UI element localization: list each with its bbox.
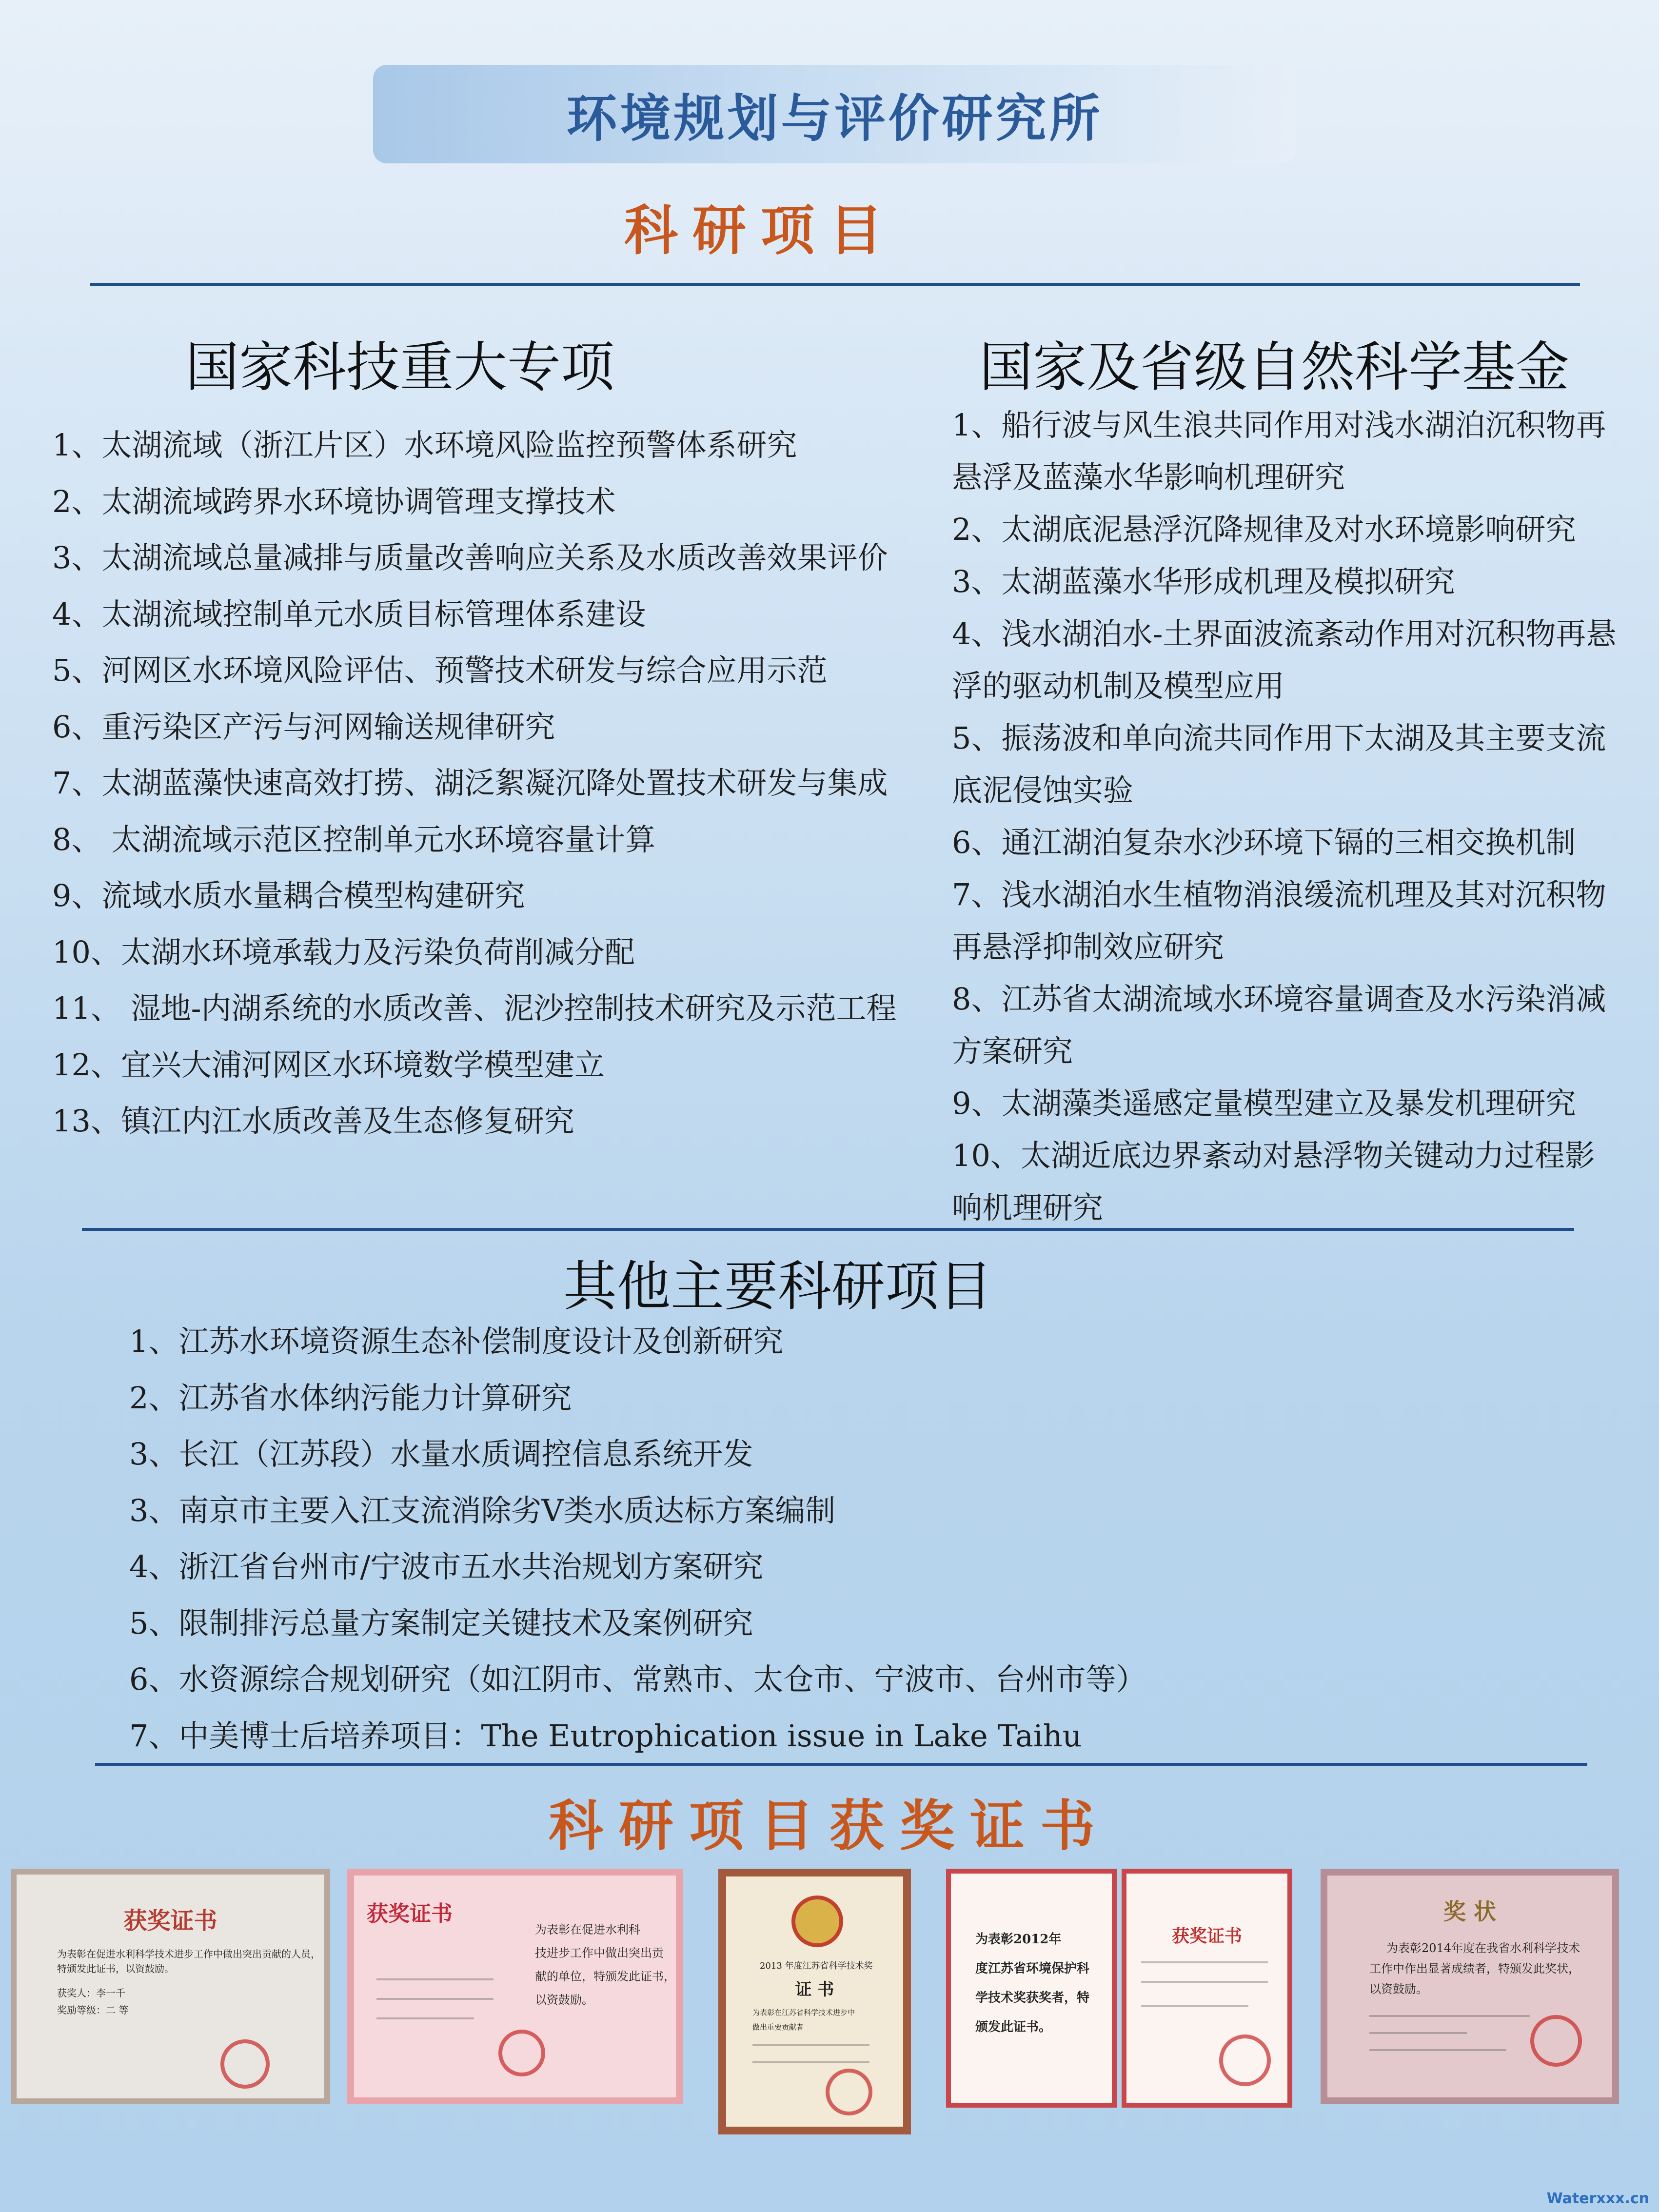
list-natural-science (952, 399, 1622, 1234)
certificate-text: 获奖人：李一千 (57, 1987, 125, 1999)
list-item: 6、水资源综合规划研究（如江阴市、常熟市、太仓市、宁波市、台州市等） (129, 1661, 1146, 1697)
list-item: 1、江苏水环境资源生态补偿制度设计及创新研究 (129, 1323, 784, 1359)
list-item: 6、重污染区产污与河网输送规律研究 (52, 709, 555, 745)
awards-heading: 科研项目获奖证书 (549, 1794, 1110, 1858)
list-item: 10、太湖水环境承载力及污染负荷削减分配 (52, 934, 635, 970)
emblem-icon (791, 1896, 843, 1947)
certificate-text: 为表彰在江苏省科学技术进步中 (752, 2008, 855, 2017)
certificate-text: 为表彰2014年度在我省水利科学技术 (1386, 1941, 1580, 1955)
divider-middle (82, 1228, 1574, 1231)
certificate-image (946, 1869, 1292, 2108)
list-item: 4、太湖流域控制单元水质目标管理体系建设 (52, 596, 646, 632)
certificate-text: 工作中作出显著成绩者，特颁发此奖状， (1369, 1962, 1580, 1975)
list-item: 1、太湖流域（浙江片区）水环境风险监控预警体系研究 (52, 427, 797, 463)
seal-icon (1219, 2034, 1271, 2086)
seal-icon (220, 2039, 270, 2089)
list-national-major (52, 417, 949, 1149)
certificate-text: 度江苏省环境保护科 (975, 1961, 1090, 1976)
certificate-text: 奖励等级：二 等 (57, 2004, 129, 2016)
list-item: 13、镇江内江水质改善及生态修复研究 (52, 1103, 574, 1139)
certificate-image (1321, 1869, 1619, 2104)
certificate-title: 获奖证书 (1171, 1926, 1242, 1946)
list-item: 7、浅水湖泊水生植物消浪缓流机理及其对沉积物再悬浮抑制效应研究 (952, 877, 1606, 965)
certificate-title: 获奖证书 (123, 1907, 217, 1935)
list-item: 9、太湖藻类遥感定量模型建立及暴发机理研究 (952, 1086, 1576, 1121)
certificate-text: 技进步工作中做出突出贡 (535, 1946, 664, 1960)
list-item: 7、太湖蓝藻快速高效打捞、湖泛絮凝沉降处置技术研发与集成 (52, 765, 888, 801)
list-item: 12、宜兴大浦河网区水环境数学模型建立 (52, 1047, 605, 1083)
list-item: 6、通江湖泊复杂水沙环境下镉的三相交换机制 (952, 825, 1576, 860)
seal-icon (498, 2030, 545, 2076)
list-item: 1、船行波与风生浪共同作用对浅水湖泊沉积物再悬浮及蓝藻水华影响机理研究 (952, 407, 1606, 495)
certificate-text: 做出重要贡献者 (752, 2023, 804, 2032)
seal-icon (1530, 2015, 1582, 2067)
heading-national-major: 国家科技重大专项 (185, 336, 614, 398)
certificate-text: 为表彰在促进水利科学技术进步工作中做出突出贡献的人员， (57, 1948, 320, 1960)
page-title: 环境规划与评价研究所 (566, 89, 1103, 148)
certificate-text: 学技术奖获奖者，特 (975, 1991, 1090, 2005)
list-item: 3、太湖蓝藻水华形成机理及模拟研究 (952, 564, 1455, 599)
list-item: 2、太湖底泥悬浮沉降规律及对水环境影响研究 (952, 512, 1576, 547)
certificate-text: 以资鼓励。 (1369, 1982, 1428, 1996)
list-item: 2、太湖流域跨界水环境协调管理支撑技术 (52, 483, 616, 519)
seal-icon (826, 2069, 872, 2115)
list-item: 5、限制排污总量方案制定关键技术及案例研究 (129, 1605, 753, 1641)
certificate-image (718, 1869, 911, 2134)
divider-top (90, 283, 1580, 286)
list-item: 3、南京市主要入江支流消除劣V类水质达标方案编制 (129, 1492, 836, 1528)
list-item: 10、太湖近底边界紊动对悬浮物关键动力过程影响机理研究 (952, 1138, 1595, 1225)
list-other-projects (129, 1313, 1543, 1764)
certificate-text: 颁发此证书。 (975, 2020, 1052, 2034)
title-banner (373, 65, 1296, 163)
certificate-title: 奖 状 (1443, 1898, 1496, 1925)
list-item: 2、江苏省水体纳污能力计算研究 (129, 1380, 572, 1416)
divider-bottom (95, 1763, 1587, 1766)
page-subtitle: 科研项目 (624, 199, 897, 262)
list-item: 11、 湿地-内湖系统的水质改善、泥沙控制技术研究及示范工程 (52, 990, 897, 1026)
certificate-text: 以资鼓励。 (535, 1993, 593, 2007)
list-item: 5、河网区水环境风险评估、预警技术研发与综合应用示范 (52, 652, 828, 688)
list-item: 9、流域水质水量耦合模型构建研究 (52, 878, 525, 913)
heading-natural-science: 国家及省级自然科学基金 (979, 336, 1569, 398)
certificate-image (11, 1869, 330, 2104)
list-item: 4、浅水湖泊水-土界面波流紊动作用对沉积物再悬浮的驱动机制及模型应用 (952, 616, 1617, 704)
certificate-text: 特颁发此证书，以资鼓励。 (57, 1963, 174, 1975)
certificate-title: 获奖证书 (367, 1901, 453, 1926)
certificate-image (347, 1869, 683, 2104)
certificate-text: 献的单位，特颁发此证书， (535, 1970, 675, 1983)
certificate-text: 为表彰2012年 (975, 1932, 1062, 1947)
list-item: 5、振荡波和单向流共同作用下太湖及其主要支流底泥侵蚀实验 (952, 720, 1606, 808)
list-item: 3、长江（江苏段）水量水质调控信息系统开发 (129, 1436, 753, 1472)
list-item: 8、江苏省太湖流域水环境容量调查及水污染消减方案研究 (952, 981, 1606, 1069)
list-item: 4、浙江省台州市/宁波市五水共治规划方案研究 (129, 1549, 764, 1584)
certificate-text: 为表彰在促进水利科 (535, 1923, 640, 1936)
heading-other-projects: 其他主要科研项目 (563, 1255, 992, 1318)
list-item: 3、太湖流域总量减排与质量改善响应关系及水质改善效果评价 (52, 540, 888, 575)
certificate-title: 证 书 (795, 1980, 834, 1999)
list-item: 8、 太湖流域示范区控制单元水环境容量计算 (52, 821, 656, 857)
watermark-text: Waterxxx.cn (1546, 2190, 1649, 2207)
certificate-text: 2013 年度江苏省科学技术奖 (760, 1961, 873, 1971)
list-item: 7、中美博士后培养项目：The Eutrophication issue in Lake Taihu (129, 1718, 1082, 1754)
